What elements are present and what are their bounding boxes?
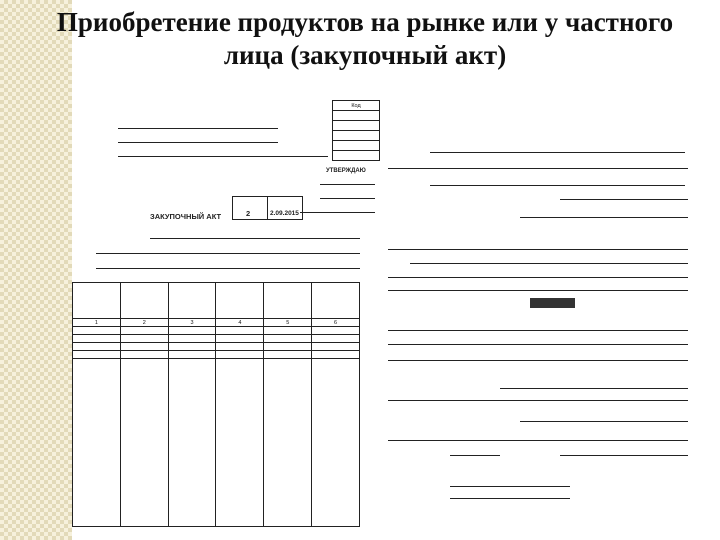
who-line bbox=[96, 253, 360, 254]
item-name bbox=[73, 335, 121, 343]
activity-line bbox=[118, 156, 328, 157]
codes-header: Код bbox=[333, 101, 380, 111]
item-sum bbox=[312, 335, 360, 343]
items-table bbox=[72, 282, 360, 527]
table-row bbox=[73, 351, 360, 359]
division-line bbox=[118, 142, 278, 143]
reverse-underline-5 bbox=[520, 217, 688, 218]
reverse-underline-13 bbox=[500, 388, 688, 389]
code-row-5 bbox=[333, 151, 380, 161]
code-okpo bbox=[333, 121, 380, 131]
item-okei bbox=[168, 351, 216, 359]
item-unit bbox=[120, 335, 168, 343]
item-okei bbox=[168, 343, 216, 351]
item-name bbox=[73, 327, 121, 335]
reverse-underline-20 bbox=[450, 498, 570, 499]
doc-date: 2.09.2015 bbox=[270, 210, 299, 217]
reverse-underline-11 bbox=[388, 344, 688, 345]
reverse-underline-4 bbox=[560, 199, 688, 200]
item-sum bbox=[312, 343, 360, 351]
table-row bbox=[73, 335, 360, 343]
doc-date-cell bbox=[267, 196, 303, 220]
items-num-5: 5 bbox=[264, 319, 312, 327]
items-num-1: 1 bbox=[73, 319, 121, 327]
item-price bbox=[264, 343, 312, 351]
doc-number-cell bbox=[232, 196, 268, 220]
act-title: ЗАКУПОЧНЫЙ АКТ bbox=[150, 212, 222, 221]
slide-title-line-1: Приобретение продуктов на рынке или у частного bbox=[56, 7, 674, 37]
item-price bbox=[264, 327, 312, 335]
slide-title-line-2: лица (закупочный акт) bbox=[223, 40, 507, 70]
item-price bbox=[264, 351, 312, 359]
item-unit bbox=[120, 327, 168, 335]
highlighted-field bbox=[530, 298, 575, 308]
reverse-underline-8 bbox=[388, 277, 688, 278]
item-unit bbox=[120, 351, 168, 359]
approver-name-line bbox=[320, 198, 375, 199]
reverse-underline-7 bbox=[410, 263, 688, 264]
item-okei bbox=[168, 335, 216, 343]
reverse-underline-10 bbox=[388, 330, 688, 331]
items-col-price bbox=[264, 283, 312, 319]
reverse-underline-2 bbox=[388, 168, 688, 169]
approved-label: УТВЕРЖДАЮ bbox=[326, 168, 366, 174]
items-num-4: 4 bbox=[216, 319, 264, 327]
item-qty bbox=[216, 351, 264, 359]
items-num-3: 3 bbox=[168, 319, 216, 327]
items-col-qty bbox=[216, 283, 264, 319]
item-name bbox=[73, 351, 121, 359]
slide-title bbox=[20, 6, 710, 72]
reverse-underline-17 bbox=[450, 455, 500, 456]
item-sum bbox=[312, 327, 360, 335]
table-row bbox=[73, 343, 360, 351]
reverse-underline-15 bbox=[520, 421, 688, 422]
place-line bbox=[150, 238, 360, 239]
doc-number: 2 bbox=[246, 209, 251, 218]
items-col-unit bbox=[120, 283, 168, 319]
reverse-underline-9 bbox=[388, 290, 688, 291]
code-okud bbox=[333, 111, 380, 121]
items-num-6: 6 bbox=[312, 319, 360, 327]
codes-table bbox=[332, 100, 380, 161]
items-num-2: 2 bbox=[120, 319, 168, 327]
code-inn bbox=[333, 131, 380, 141]
reverse-underline-16 bbox=[388, 440, 688, 441]
reverse-underline-18 bbox=[560, 455, 688, 456]
seller-line bbox=[96, 268, 360, 269]
reverse-underline-12 bbox=[388, 360, 688, 361]
code-row-4 bbox=[333, 141, 380, 151]
approver-position-line bbox=[320, 184, 375, 185]
reverse-underline-19 bbox=[450, 486, 570, 487]
reverse-underline-6 bbox=[388, 249, 688, 250]
items-col-name bbox=[73, 283, 121, 319]
reverse-underline-1 bbox=[430, 152, 685, 153]
reverse-underline-3 bbox=[430, 185, 685, 186]
items-col-okei bbox=[168, 283, 216, 319]
decorative-pattern-strip bbox=[0, 0, 72, 540]
item-qty bbox=[216, 335, 264, 343]
item-name bbox=[73, 343, 121, 351]
item-okei bbox=[168, 327, 216, 335]
table-row bbox=[73, 327, 360, 335]
items-col-sum bbox=[312, 283, 360, 319]
approval-date-line bbox=[300, 212, 375, 213]
item-unit bbox=[120, 343, 168, 351]
reverse-underline-14 bbox=[388, 400, 688, 401]
organization-line bbox=[118, 128, 278, 129]
item-qty bbox=[216, 343, 264, 351]
item-sum bbox=[312, 351, 360, 359]
item-price bbox=[264, 335, 312, 343]
item-qty bbox=[216, 327, 264, 335]
